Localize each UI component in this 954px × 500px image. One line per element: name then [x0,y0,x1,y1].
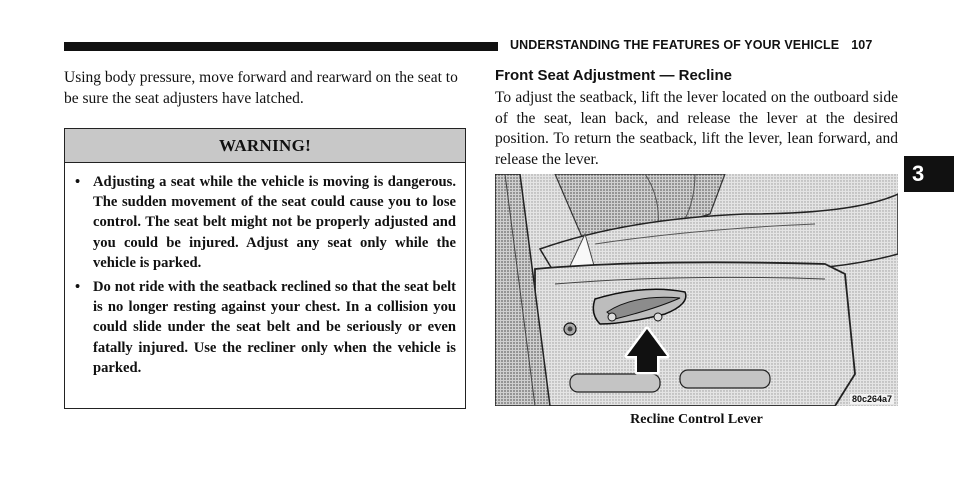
seat-illustration [495,174,898,406]
warning-item [75,172,456,273]
bullet-icon: • [75,279,81,296]
chapter-tab: 3 [904,156,954,192]
bullet-icon: • [75,174,81,190]
warning-title: WARNING! [65,129,465,163]
figure-code: 80c264a7 [851,394,892,404]
section-body: To adjust the seatback, lift the lever located on the outboard side of the seat, lean back, and release the lever at the desired position. To return the seatback, lift the lever, lean forward, and release the lever. [495,89,898,168]
recline-lever-illustration [495,174,898,406]
running-header [510,38,872,52]
page-number: 107 [851,38,873,52]
warning-list [65,163,465,378]
header-rule [64,42,498,51]
warning-item-text: Do not ride with the seatback reclined so that the seat belt is no longer resting against your chest. In a collision you could slide under the seat belt and be seriously or even fatally injured. Use the recliner only when the vehicle is parked. [93,279,456,376]
figure-caption: Recline Control Lever [630,412,763,427]
header-section-title: UNDERSTANDING THE FEATURES OF YOUR VEHICLE [510,38,840,52]
warning-item-text: Adjusting a seat while the vehicle is moving is dangerous. The sudden movement of the seat could cause you to lose control. The seat belt might not be properly adjusted and you could be injured. Adjust any seat only while the vehicle is parked. [93,174,456,271]
intro-paragraph: Using body pressure, move forward and rearward on the seat to be sure the seat adjusters have latched. [64,69,458,107]
section-heading: Front Seat Adjustment — Recline [495,67,732,84]
warning-item [75,277,456,378]
warning-box [64,128,466,409]
